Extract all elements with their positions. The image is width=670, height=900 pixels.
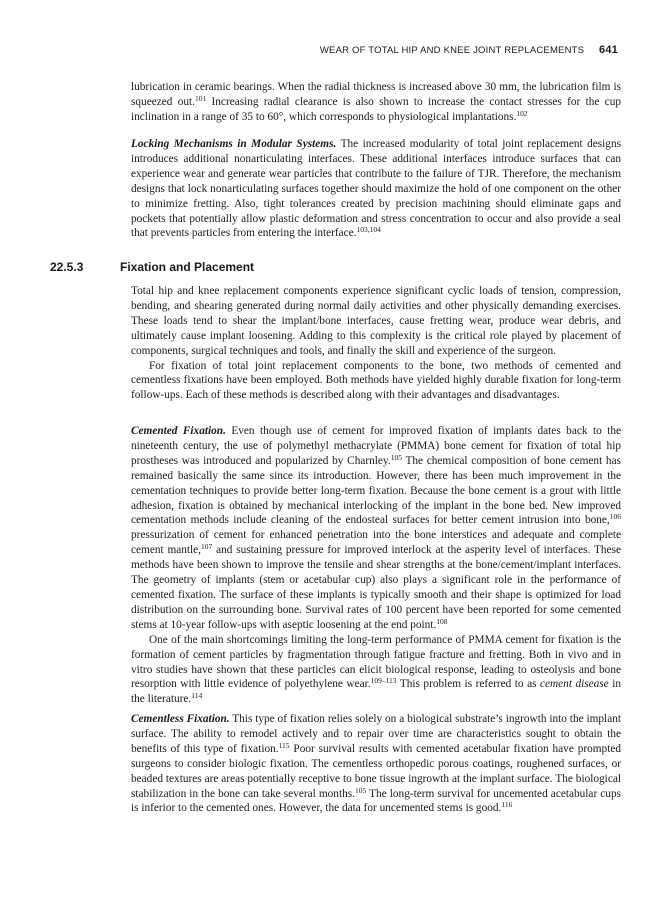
term-cement-disease: cement disease	[539, 678, 609, 691]
citation: 108	[436, 616, 448, 626]
paragraph-ceramic-lubrication	[131, 80, 621, 125]
cemented-fixation	[131, 424, 621, 707]
paragraph-cyclic-loads: Total hip and knee replacement components experience significant cyclic loads of tension, compression, bending, and shearing generated during normal daily activities and other physically demanding exercises. These loads tend to shear the implant/bone interfaces, cause fretting wear, produce wear debris, and ultimately cause implant loosening. Adding to this complexity is the critical role played by placement of components, surgical techniques and tools, and finally the skill and experience of the surgeon.	[131, 285, 621, 357]
text-run: The long-term survival for uncemented acetabular cups is inferior to the cemented ones. However, the data for uncemented stems is good.	[131, 787, 622, 815]
text-run: lubrication in ceramic bearings. When the radial thickness is increased above 30 mm, the lubrication film is squeezed out.	[131, 81, 621, 108]
text-run: One of the main shortcomings limiting the long-term performance of PMMA cement for fixation is the formation of cement particles by fragmentation through fatigue fracture and fretting. Both in vivo and in vitro studies have shown that these particles can elicit biological response, leading to osteolysis and bone resorption with little evidence of polyethylene wear.	[131, 633, 621, 691]
citation: 109–113	[370, 676, 397, 686]
citation: 106	[609, 512, 621, 522]
text-run: Even though use of cement for improved fixation of implants dates back to the nineteenth century, the use of polymethyl methacrylate (PMMA) bone cement for fixation of total hip prostheses was introduced and popularized by Charnley.	[131, 425, 621, 467]
paragraph-cement-disease	[131, 633, 621, 708]
section-title: Fixation and Placement	[120, 260, 255, 274]
paragraph-two-methods: For fixation of total joint replacement components to the bone, two methods of cemented and cementless fixations have been employed. Both methods have yielded highly durable fixation for long-term follow-ups. Each of these methods is described along with their advantages and disadvantages.	[131, 359, 621, 402]
text-run: The increased modularity of total joint replacement designs introduces additional nonarticulating interfaces. These additional interfaces introduce surfaces that can experience wear and generate wear particles that contribute to the failure of TJR. Therefore, the mechanism designs that lock nonarticulating surfaces together should maximize the hold of one component on the other to minimize fretting. Also, tight tolerances created by precision machining should eliminate gaps and pockets that potentially allow plastic deformation and stress concentration to occur and also provide a seal that prevents particles from entering the interface.	[131, 138, 621, 240]
runin-heading-cementless-fixation: Cementless Fixation.	[131, 713, 230, 725]
citation: 105	[390, 452, 402, 462]
cementless-fixation	[131, 712, 621, 816]
section-number: 22.5.3	[50, 260, 84, 274]
runin-heading-cemented-fixation: Cemented Fixation.	[131, 425, 226, 437]
paragraph-cemented-fixation	[131, 424, 621, 633]
section-heading	[50, 260, 254, 274]
page-number: 641	[599, 44, 618, 56]
citation: 107	[201, 542, 213, 552]
paragraph-cementless-fixation	[131, 712, 621, 816]
text-run: Increasing radial clearance is also shown to increase the contact stresses for the cup inclination in a range of 35 to 60°, which corresponds to physiological implantations.	[131, 95, 621, 123]
text-run: in the literature.	[131, 678, 621, 706]
citation: 101	[194, 93, 207, 103]
citation: 103,104	[356, 225, 381, 235]
running-title: WEAR OF TOTAL HIP AND KNEE JOINT REPLACEMENTS	[319, 45, 585, 56]
text-run: and sustaining pressure for improved interlock at the asperity level of interfaces. These methods have been shown to improve the tensile and shear strengths at the bone/cement/implant interfaces. The geometry of implants (stem or acetabular cup) also plays a significant role in the performance of cemented fixation. The surface of these implants is typically smooth and their shape is optimized for load distribution on the surrounding bone. Survival rates of 100 percent have been reported for some cemented stems at 10-year follow-ups with aseptic loosening at the end point.	[131, 544, 621, 631]
citation: 102	[516, 108, 528, 118]
runin-heading-locking-mechanisms: Locking Mechanisms in Modular Systems.	[131, 138, 337, 150]
fixation-intro	[131, 284, 621, 403]
text-run: Poor survival results with cemented acetabular fixation have prompted surgeons to consider biologic fixation. The cementless orthopedic porous coatings, roughened surfaces, or beaded textures are areas potentially receptive to bone tissue ingrowth at the implant surface. The biological stabilization in the bone can take several months.	[131, 742, 621, 800]
running-header	[130, 44, 618, 60]
text-run: pressurization of cement for enhanced penetration into the bone interstices and adequate and complete cement mantle,	[131, 529, 621, 557]
citation: 116	[501, 800, 513, 810]
text-run: The chemical composition of bone cement has remained basically the same since its introduction. However, there has been much improvement in the cementation techniques to provide better long-term fixation. Because the bone cement is a grout with little adhesion, fixation is obtained by mechanical interlocking of the implant in the bone bed. New improved cementation methods include cleaning of the endosteal surfaces for better cement intrusion into bone,	[131, 454, 621, 527]
text-run: This problem is referred to as	[396, 678, 540, 691]
paragraph-locking-mechanisms	[131, 137, 621, 241]
citation: 105	[354, 785, 367, 795]
citation: 114	[191, 691, 203, 701]
citation: 115	[278, 740, 290, 750]
text-run: This type of fixation relies solely on a biological substrate’s ingrowth into the implant surface. The ability to remodel actively and to repair over time are characteristics sought to obtain the benefits of this type of fixation.	[131, 713, 621, 755]
